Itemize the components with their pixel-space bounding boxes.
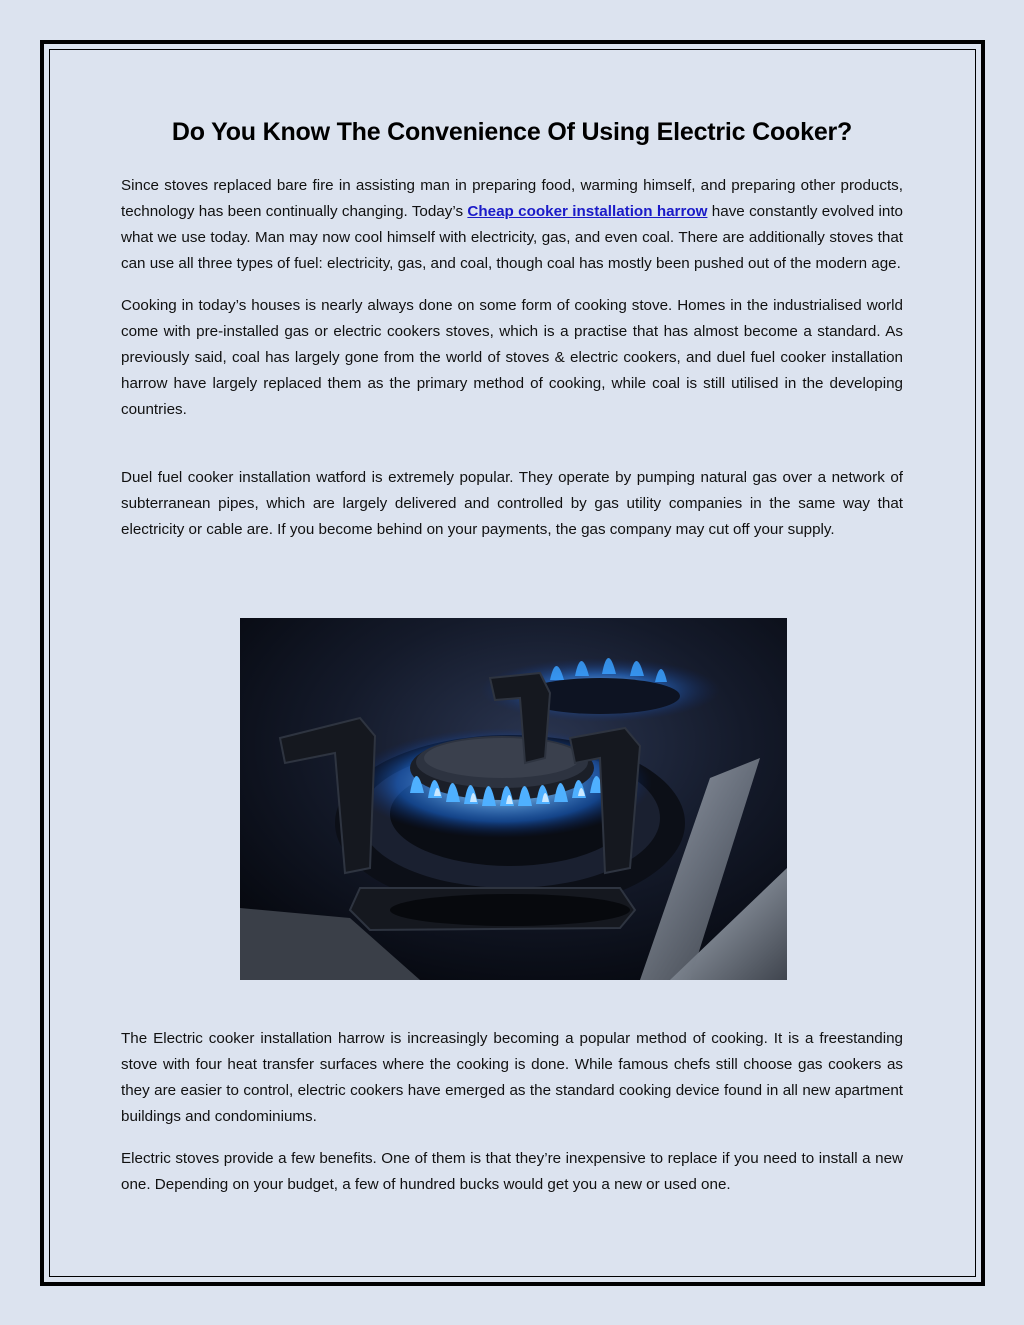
paragraph-intro-text-end: have constantly evolved into what we use today. Man may now cool himself with electricity, gas, and even coal. There are additionally stoves that can use all three types of fuel: electricity, gas, and coal, though coal has mostly been pushed out of the modern age.	[121, 203, 903, 272]
paragraph-electric-cooker: The Electric cooker installation harrow is increasingly becoming a popular method of cooking. It is a freestanding stove with four heat transfer surfaces where the cooking is done. While famous chefs still choose gas cookers as they are easier to control, electric cookers have emerged as the standard cooking device found in all new apartment buildings and condominiums.	[121, 1030, 903, 1125]
document-body-upper	[121, 118, 903, 543]
paragraph-duel-fuel: Duel fuel cooker installation watford is extremely popular. They operate by pumping natural gas over a network of subterranean pipes, which are largely delivered and controlled by gas utility companies in the same way that electricity or cable are. If you become behind on your payments, the gas company may cut off your supply.	[121, 469, 903, 538]
document-body-lower	[121, 1026, 903, 1198]
paragraph-intro-text-start: Since stoves replaced bare fire in assisting man in preparing food, warming himself, and preparing other products, technology has been continually changing. Today’s	[121, 177, 903, 220]
paragraph-intro	[121, 173, 903, 277]
cheap-cooker-installation-link[interactable]: Cheap cooker installation harrow	[467, 203, 708, 220]
gas-burner-photo	[240, 618, 787, 980]
paragraph-cooking-today: Cooking in today’s houses is nearly always done on some form of cooking stove. Homes in the industrialised world come with pre-installed gas or electric cookers stoves, which is a practise that has almost become a standard. As previously said, coal has largely gone from the world of stoves & electric cookers, and duel fuel cooker installation harrow have largely replaced them as the primary method of cooking, while coal is still utilised in the developing countries.	[121, 297, 903, 418]
paragraph-electric-stove-benefits: Electric stoves provide a few benefits. One of them is that they’re inexpensive to replace if you need to install a new one. Depending on your budget, a few of hundred bucks would get you a new or used one.	[121, 1150, 903, 1193]
page-title: Do You Know The Convenience Of Using Electric Cooker?	[171, 118, 853, 146]
gas-burner-illustration	[240, 618, 787, 980]
